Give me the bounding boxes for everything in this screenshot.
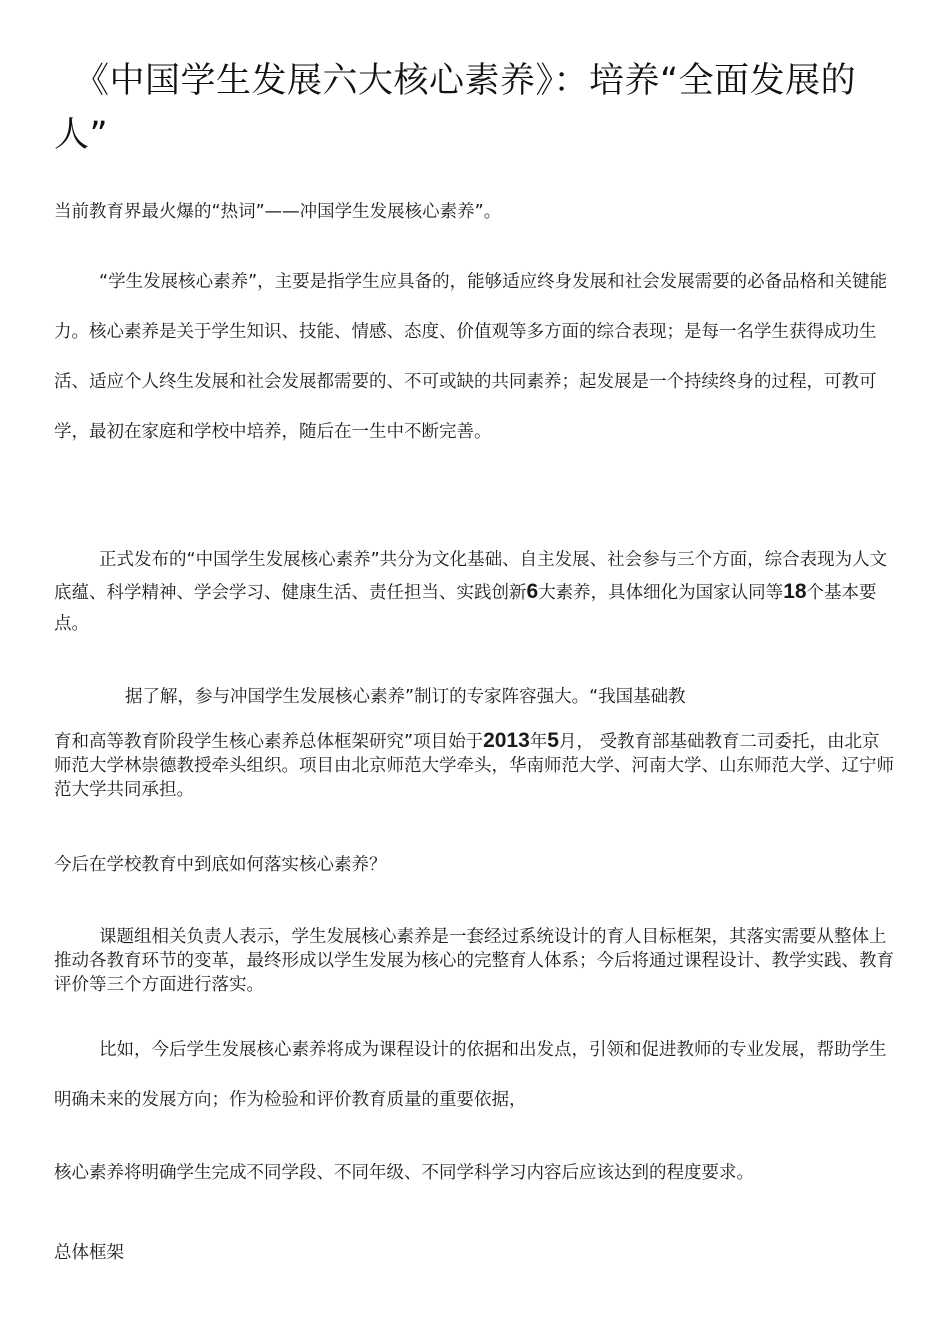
answer-paragraph: 课题组相关负责人表示，学生发展核心素养是一套经过系统设计的育人目标框架，其落实需要从整体上推动各教育环节的变革，最终形成以学生发展为核心的完整育人体系；今后将通过课程设计、教学实践、教育评价等三个方面进行落实。	[54, 927, 894, 995]
year-number: 2013	[483, 729, 530, 752]
framework-heading: 总体框架	[54, 1243, 124, 1263]
intro-text: 当前教育界最火爆的“热词”——冲国学生发展核心素养”。	[54, 202, 502, 222]
experts-text-1: 育和高等教育阶段学生核心素养总体框架研究”项目始于	[54, 732, 484, 752]
experts-text-2: 受教育部基础教育二司委托，由北京师范大学林崇德教授牵头组织。项目由北京师范大学牵头，华南师范大学、河南大学、山东师范大学、辽宁师范大学共同承担。	[54, 732, 894, 800]
question-heading: 今后在学校教育中到底如何落实核心素养？	[54, 855, 387, 875]
experts-paragraph	[54, 729, 896, 802]
example-paragraph: 比如，今后学生发展核心素养将成为课程设计的依据和出发点，引领和促进教师的专业发展，帮助学生明确未来的发展方向；作为检验和评价教育质量的重要依据，	[54, 1040, 887, 1110]
structure-text-2: 大素养，具体细化为国家认同等	[538, 583, 784, 603]
month-unit: 月，	[558, 732, 594, 752]
intro-paragraph	[54, 200, 896, 224]
page-title	[54, 54, 896, 162]
number-six: 6	[526, 580, 539, 603]
structure-text-1: 正式发布的“中国学生发展核心素养”共分为文化基础、自主发展、社会参与三个方面，综合表现为人文底蕴、科学精神、学会学习、健康生活、责任担当、实践创新	[54, 550, 888, 603]
requirement-line: 核心素养将明确学生完成不同学段、不同年级、不同学科学习内容后应该达到的程度要求。	[54, 1163, 754, 1183]
number-eighteen: 18	[783, 580, 807, 603]
year-unit: 年	[529, 732, 548, 752]
definition-paragraph: “学生发展核心素养”，主要是指学生应具备的，能够适应终身发展和社会发展需要的必备品格和关键能力。核心素养是关于学生知识、技能、情感、态度、价值观等多方面的综合表现；是每一名学生获得成功生活、适应个人终生发展和社会发展都需要的、不可或缺的共同素养；起发展是一个持续终身的过程，可教可学，最初在家庭和学校中培养，随后在一生中不断完善。	[54, 272, 888, 442]
structure-paragraph	[54, 545, 896, 640]
experts-first-line: 据了解，参与冲国学生发展核心素养”制订的专家阵容强大。“我国基础教	[125, 687, 686, 707]
month-number: 5	[547, 729, 559, 752]
title-text: 《中国学生发展六大核心素养》：培养“全面发展的人”	[54, 61, 857, 155]
structure-text-3: 个基本要点。	[54, 583, 877, 634]
